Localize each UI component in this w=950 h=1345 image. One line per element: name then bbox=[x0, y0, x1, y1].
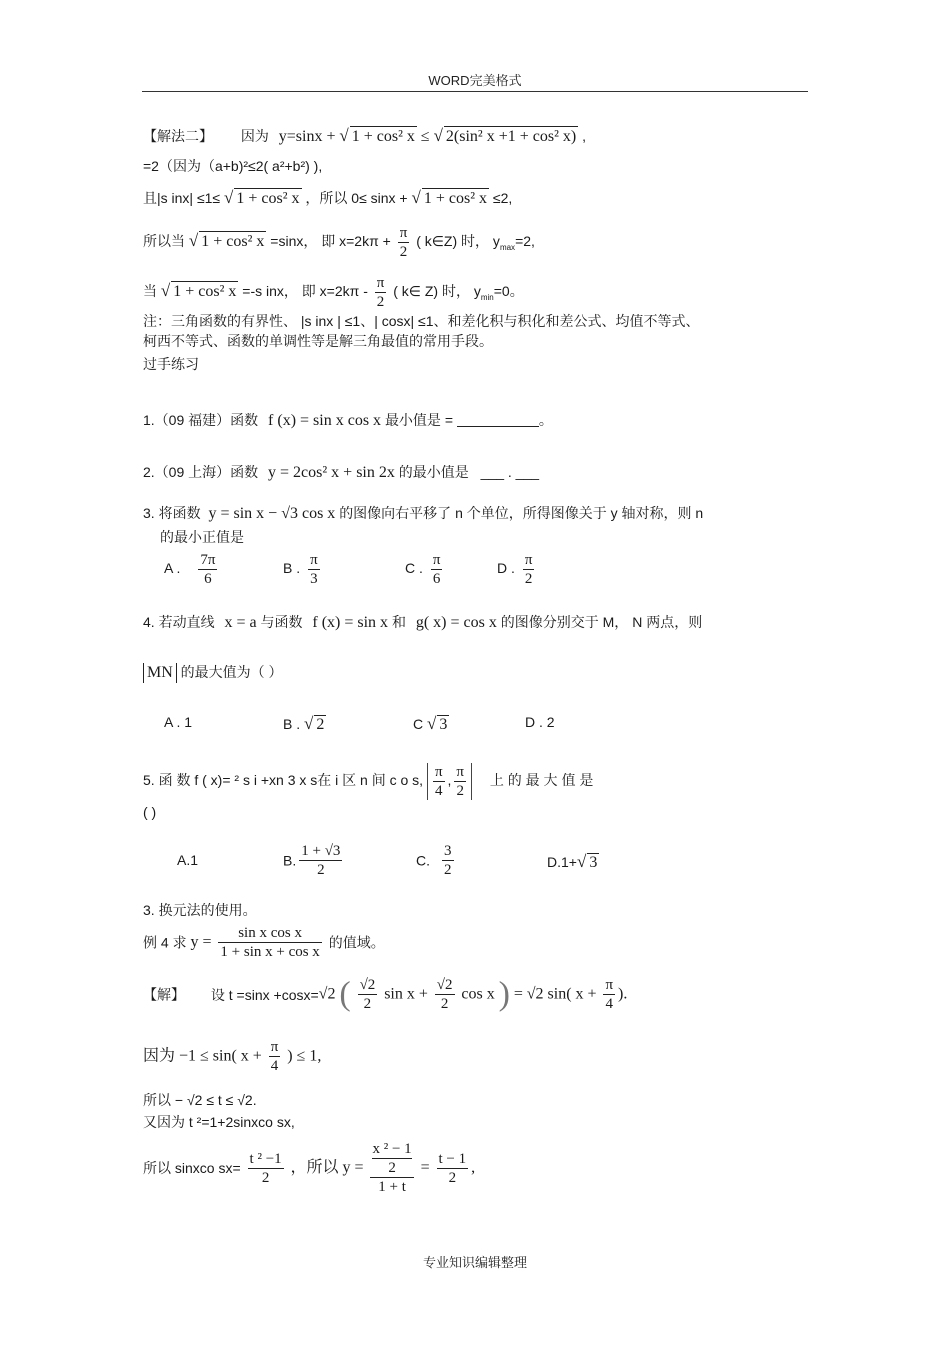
q3-option-c bbox=[405, 551, 445, 588]
example-4 bbox=[143, 924, 385, 961]
math-expr: f (x) = sin x bbox=[312, 614, 389, 631]
math-expr: ，所以 y = bbox=[290, 1159, 364, 1176]
option-label: C . bbox=[405, 560, 423, 577]
fraction bbox=[437, 1150, 469, 1187]
fraction bbox=[431, 551, 443, 588]
math-expr: y = bbox=[190, 933, 212, 951]
text: 4. 若动直线 bbox=[143, 614, 215, 630]
math-expr: , bbox=[471, 1159, 476, 1176]
den: 2 bbox=[448, 1169, 457, 1186]
den: 4 bbox=[434, 783, 443, 799]
num: sin x cos x bbox=[218, 924, 321, 943]
question-3-line2: 的最小正值是 bbox=[160, 529, 244, 545]
num: x ² − 1 bbox=[372, 1141, 412, 1157]
solution2-line1: 【解法二】 因为 y=sinx + √ 1 + cos² x ≤ √ 2(sin² x +1 + cos² x) , bbox=[143, 126, 586, 145]
num: 7π bbox=[200, 552, 216, 568]
question-4 bbox=[143, 612, 702, 633]
text: ≤2, bbox=[492, 190, 513, 206]
sqrt-content: 1 + cos² x bbox=[423, 190, 487, 207]
section-3-title: 3. 换元法的使用。 bbox=[143, 902, 257, 918]
answer-blank bbox=[457, 412, 539, 427]
math-expr: = bbox=[513, 985, 523, 1003]
den: 4 bbox=[605, 996, 613, 1012]
question-5 bbox=[143, 763, 593, 800]
math-expr: y=sinx + bbox=[278, 128, 336, 145]
solution-line3: 所以 − √2 ≤ t ≤ √2. bbox=[143, 1092, 257, 1108]
num: t ² −1 bbox=[249, 1150, 282, 1167]
num: √2 bbox=[359, 977, 376, 993]
sqrt: √ 1 + cos² x bbox=[411, 188, 487, 207]
subscript: min bbox=[480, 293, 494, 302]
den: 6 bbox=[204, 571, 212, 587]
question-1 bbox=[143, 410, 553, 431]
fraction bbox=[454, 763, 466, 800]
q3-option-d bbox=[497, 551, 537, 588]
fraction bbox=[523, 551, 535, 588]
math-expr: y = sin x − √3 cos x bbox=[208, 505, 336, 522]
den: 1 + sin x + cos x bbox=[220, 944, 320, 960]
num: π bbox=[605, 977, 614, 993]
text: 上 的 最 大 值 是 bbox=[489, 772, 594, 789]
q4-option-a: A . 1 bbox=[164, 714, 193, 730]
option-label: D . bbox=[497, 560, 515, 577]
text: 和 bbox=[391, 614, 406, 630]
solution2-line3 bbox=[143, 188, 512, 209]
fraction bbox=[435, 976, 455, 1013]
sqrt: √ 1 + cos² x bbox=[339, 126, 415, 145]
num: π bbox=[434, 764, 443, 780]
den: 2 bbox=[524, 571, 533, 587]
fraction bbox=[248, 1150, 284, 1187]
num: π bbox=[524, 552, 533, 568]
math-expr: 因为 −1 ≤ sin( x + bbox=[143, 1047, 262, 1065]
text: =2, bbox=[515, 233, 535, 250]
den: 2 bbox=[317, 862, 325, 878]
fraction bbox=[603, 976, 615, 1013]
den: 2 bbox=[363, 996, 372, 1012]
q4-option-d: D . 2 bbox=[525, 714, 555, 730]
option-label: C. bbox=[416, 852, 430, 869]
question-4-line2 bbox=[143, 662, 283, 683]
text: ( k∈ Z) 时， y bbox=[393, 283, 481, 300]
math-expr: sin x + bbox=[384, 985, 428, 1003]
text: 与函数 bbox=[260, 614, 303, 630]
math-expr: ) ≤ 1, bbox=[287, 1047, 322, 1065]
interval-bracket: $\frac{\pi}{4}$ , $\frac{\pi}{2}$ bbox=[427, 763, 472, 800]
q4-option-c: C √ 3 bbox=[413, 714, 448, 733]
q5-option-c bbox=[416, 842, 457, 879]
text: 5. 函 数 f ( x)= ² s i +xn 3 x s在 i 区 n 间 c o s, bbox=[143, 772, 424, 789]
sqrt: √ 1 + cos² x bbox=[160, 281, 237, 301]
den: 2 bbox=[261, 1169, 270, 1186]
fraction bbox=[218, 924, 321, 961]
text: =sinx， 即 x=2kπ + bbox=[270, 233, 391, 250]
text: 的图像分别交于 M， N 两点，则 bbox=[500, 614, 703, 630]
subscript: max bbox=[499, 243, 516, 252]
den: 3 bbox=[310, 571, 318, 587]
fraction bbox=[198, 551, 217, 588]
text: ，所以 0≤ sinx + bbox=[305, 190, 408, 206]
solution2-tag: 【解法二】 bbox=[143, 128, 213, 144]
num: 3 bbox=[444, 843, 452, 859]
den: 6 bbox=[432, 571, 441, 587]
text: 设 t =sinx +cosx= bbox=[210, 986, 319, 1003]
text: =-s inx， 即 x=2kπ - bbox=[242, 283, 368, 300]
question-2 bbox=[143, 462, 539, 483]
den: 4 bbox=[270, 1058, 279, 1074]
text: 因为 bbox=[240, 128, 269, 144]
option-label: C bbox=[413, 716, 424, 732]
fraction bbox=[433, 763, 445, 800]
sqrt-content: 1 + cos² x bbox=[173, 283, 237, 301]
sqrt: √ 1 + cos² x bbox=[224, 188, 300, 207]
den: 2 bbox=[388, 1160, 396, 1176]
text: 最小值是 = bbox=[384, 412, 454, 428]
sqrt-content: 1 + cos² x bbox=[201, 233, 265, 251]
text: 2.（09 上海）函数 bbox=[143, 464, 259, 480]
q5-option-b bbox=[283, 842, 345, 879]
solution-tag: 【解】 bbox=[143, 986, 185, 1003]
fraction bbox=[308, 551, 320, 588]
den: 2 bbox=[444, 862, 452, 878]
text: 的最小值是 bbox=[398, 464, 469, 480]
option-label: D.1+ bbox=[547, 854, 577, 870]
option-label: A . bbox=[164, 560, 181, 577]
option-label: B. bbox=[283, 852, 297, 869]
page-footer: 专业知识编辑整理 bbox=[422, 1255, 527, 1270]
text: 所以当 bbox=[143, 233, 185, 250]
answer-blank: ___ . ___ bbox=[480, 464, 540, 480]
solution-line5 bbox=[143, 1140, 475, 1196]
question-5-line2: ( ) bbox=[143, 804, 157, 820]
solution2-line5 bbox=[143, 274, 524, 311]
solution-line1 bbox=[143, 976, 627, 1013]
header-rule bbox=[142, 91, 808, 92]
solution2-line2: =2（因为（a+b)²≤2( a²+b²) ), bbox=[143, 158, 323, 174]
num: π bbox=[310, 552, 318, 568]
num: √2 bbox=[436, 977, 453, 993]
sqrt-content: 3 bbox=[439, 716, 448, 733]
solution2-line4 bbox=[143, 224, 535, 261]
text: 1.（09 福建）函数 bbox=[143, 412, 259, 428]
math-expr: g( x) = cos x bbox=[415, 614, 497, 631]
paren-left: ( bbox=[339, 975, 351, 1013]
math-expr: √2 bbox=[318, 985, 336, 1003]
q4-option-b: B . √ 2 bbox=[283, 714, 325, 733]
q5-option-d: D.1+√ 3 bbox=[547, 852, 598, 871]
q3-option-b bbox=[283, 551, 323, 588]
math-expr: √2 sin( x + bbox=[526, 985, 597, 1003]
fraction: $\frac{\pi}{2}$ bbox=[376, 275, 385, 310]
text: ( k∈Z) 时， y bbox=[416, 233, 500, 250]
text: 当 bbox=[143, 283, 157, 300]
num: π bbox=[456, 764, 464, 780]
compound-fraction bbox=[370, 1140, 413, 1196]
sqrt-content: 2 bbox=[316, 716, 325, 733]
text: =0。 bbox=[493, 283, 524, 300]
sqrt: √ 1 + cos² x bbox=[188, 231, 265, 251]
text: 3. 将函数 bbox=[143, 505, 201, 521]
den: 2 bbox=[440, 996, 449, 1012]
q3-option-a bbox=[164, 551, 220, 588]
solution-line2 bbox=[143, 1038, 321, 1075]
option-label: B . bbox=[283, 716, 301, 732]
text: 且|s inx| ≤1≤ bbox=[143, 190, 221, 206]
question-3 bbox=[143, 503, 703, 524]
num: t − 1 bbox=[438, 1150, 467, 1167]
sqrt-content: 2(sin² x +1 + cos² x) bbox=[445, 128, 577, 145]
q5-option-a: A.1 bbox=[177, 852, 199, 868]
note-line2: 柯西不等式、函数的单调性等是解三角最值的常用手段。 bbox=[143, 333, 493, 349]
sqrt-content: 1 + cos² x bbox=[351, 128, 415, 145]
sqrt-content: 1 + cos² x bbox=[236, 190, 300, 207]
practice-title: 过手练习 bbox=[143, 356, 199, 372]
math-expr: = bbox=[420, 1159, 430, 1176]
den: 2 bbox=[456, 783, 464, 799]
text: 的图像向右平移了 n 个单位，所得图像关于 y 轴对称，则 n bbox=[339, 505, 704, 521]
solution-line4: 又因为 t ²=1+2sinxco sx, bbox=[143, 1114, 295, 1130]
math-expr: x = a bbox=[224, 614, 257, 631]
text: 所以 sinxco sx= bbox=[143, 1160, 241, 1176]
fraction bbox=[299, 842, 342, 879]
text: 。 bbox=[538, 412, 553, 428]
text: 例 4 求 bbox=[143, 934, 187, 951]
note-line1: 注：三角函数的有界性、 |s inx | ≤1、| cosx| ≤1、和差化积与积化和差公式、均值不等式、 bbox=[143, 313, 700, 329]
option-label: B . bbox=[283, 560, 301, 577]
num: π bbox=[270, 1039, 279, 1055]
paren-right: ) bbox=[498, 975, 510, 1013]
text: 的值域。 bbox=[328, 934, 385, 951]
fraction bbox=[442, 842, 454, 879]
math-expr: y = 2cos² x + sin 2x bbox=[268, 464, 395, 481]
fraction bbox=[269, 1038, 281, 1075]
num: π bbox=[432, 552, 441, 568]
math-expr: f (x) = sin x cos x bbox=[268, 412, 382, 429]
page-header: WORD完美格式 bbox=[428, 73, 522, 88]
sqrt-content: 3 bbox=[589, 854, 598, 871]
abs-mn: MN bbox=[143, 663, 177, 683]
math-expr: cos x bbox=[461, 985, 495, 1003]
sqrt: √ 2(sin² x +1 + cos² x) bbox=[433, 126, 577, 145]
text: 的最大值为（ ） bbox=[180, 664, 283, 680]
fraction: $\frac{\pi}{2}$ bbox=[399, 225, 408, 260]
num: 1 + √3 bbox=[301, 843, 341, 859]
math-expr: ). bbox=[618, 985, 628, 1003]
den: 1 + t bbox=[378, 1179, 406, 1195]
fraction bbox=[358, 976, 378, 1013]
